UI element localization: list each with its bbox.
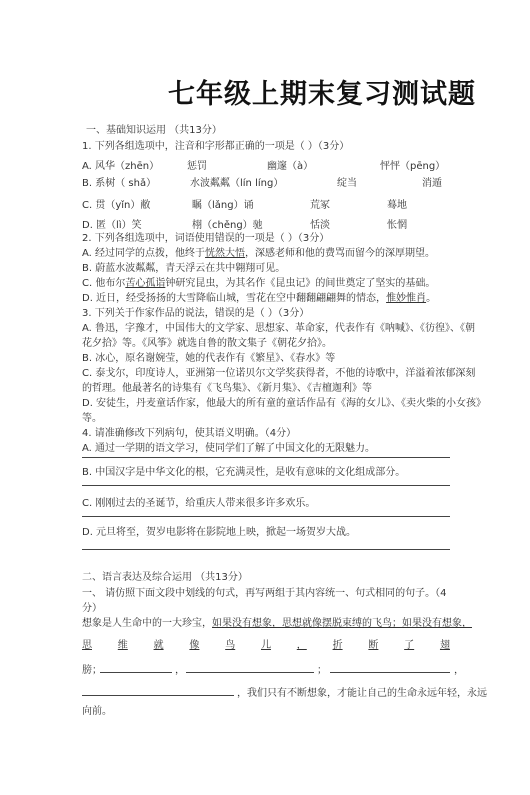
q3-option-d-line1: D. 安徒生，丹麦童话作家，他最大的所有童的童话作品有《海的女儿》、《卖火柴的小女孩》 bbox=[82, 398, 487, 409]
q2-a-pre: A. 经过同学的点拨，他终于 bbox=[82, 248, 206, 259]
q1-c-3: 荒冢 bbox=[310, 200, 330, 211]
q2-c-post: 钟研究昆虫，为其名作《昆虫记》的间世奠定了坚实的基础。 bbox=[165, 278, 436, 289]
s2-p2-char: 像 bbox=[189, 640, 200, 651]
s2-p2-char: 了 bbox=[404, 640, 415, 651]
s2-p3-mid1: ， bbox=[175, 665, 185, 676]
s2-p1-underline-2: 如果没有想象， bbox=[402, 618, 472, 629]
q2-c-pre: C. 他布尔 bbox=[82, 278, 126, 289]
q1-d-1: D. 匿（lì）笑 bbox=[82, 220, 142, 231]
q4-d-answer-line[interactable] bbox=[82, 549, 450, 550]
q2-option-a bbox=[82, 247, 435, 260]
s2-p1-underline-1: 如果没有想象，思想就像摆脱束缚的飞鸟； bbox=[212, 618, 402, 629]
q4-option-c: C. 刚刚过去的圣诞节，给重庆人带来很多许多欢乐。 bbox=[82, 498, 316, 509]
q3-stem: 3. 下列关于作家作品的说法，错误的是（ ）（3分） bbox=[82, 308, 310, 319]
q1-a-4: 怦怦（pēng） bbox=[380, 161, 446, 172]
s2-passage-line5: 向前。 bbox=[82, 706, 112, 717]
q2-option-b: B. 蔚蓝水波粼粼，青天浮云在共中翱翔可见。 bbox=[82, 263, 286, 274]
q2-a-post: ，深感老师和他的费骂而留今的深厚期望。 bbox=[245, 248, 436, 259]
q1-b-1: B. 系树（ shǎ） bbox=[82, 178, 157, 189]
s2-passage-line2 bbox=[82, 636, 450, 651]
q3-option-b: B. 冰心，原名谢婉莹，她的代表作有《繁星》、《春水》等 bbox=[82, 353, 336, 364]
s2-p2-char: 断 bbox=[368, 640, 379, 651]
section-2-heading: 二、语言表达及综合运用 （共13分） bbox=[82, 572, 248, 583]
s2-p2-char: 折 bbox=[332, 640, 343, 651]
q4-a-answer-line[interactable] bbox=[82, 457, 450, 458]
q4-option-d: D. 元旦将至，贺岁电影将在影院地上映，掀起一场贺岁大战。 bbox=[82, 527, 357, 538]
s2-fill-blank-4[interactable] bbox=[82, 695, 234, 696]
q1-c-1: C. 贯（yǐn）敝 bbox=[82, 200, 151, 211]
q2-a-underline: 恍然大悟 bbox=[205, 248, 246, 259]
s2-fill-blank-2[interactable] bbox=[186, 672, 314, 673]
q2-d-post: 。 bbox=[426, 293, 437, 304]
q1-b-3: 绽当 bbox=[337, 178, 357, 189]
section-1-heading: 一、基础知识运用 （共13分） bbox=[86, 125, 222, 136]
q2-d-underline: 惟妙惟肖 bbox=[386, 293, 427, 304]
s2-p2-char: 儿 bbox=[260, 640, 271, 651]
q2-c-underline: 苦心孤诣 bbox=[125, 278, 166, 289]
q2-option-c bbox=[82, 277, 435, 290]
q2-d-pre: D. 近日，经受扬扬的大雪降临山城，雪花在空中翻翻翩翩舞的情态， bbox=[82, 293, 387, 304]
page-title: 七年级上期末复习测试题 bbox=[168, 79, 476, 110]
q4-c-answer-line[interactable] bbox=[82, 516, 450, 517]
q1-c-4: 蓦地 bbox=[387, 200, 407, 211]
q3-option-d-line2: 等。 bbox=[82, 413, 102, 424]
q4-stem: 4. 请准确修改下列病句，使其语义明确。（4分） bbox=[82, 428, 297, 439]
q1-c-2: 瞩（lǎng）诵 bbox=[192, 200, 254, 211]
s2-p3-pre: 膀； bbox=[82, 665, 102, 676]
q1-d-2: 栩（chěng）驰 bbox=[192, 220, 263, 231]
s2-p2-char: 翅 bbox=[439, 640, 450, 651]
q4-b-answer-line[interactable] bbox=[82, 485, 450, 486]
q3-option-c-line2: 的哲理。他最著名的诗集有《飞鸟集》、《新月集》、《吉檀迦利》等 bbox=[82, 383, 372, 394]
s2-passage-line1 bbox=[82, 617, 472, 630]
q1-b-2: 水波粼粼（lín líng） bbox=[190, 178, 284, 189]
q3-option-c-line1: C. 泰戈尔，印度诗人，亚洲第一位诺贝尔文学奖获得者，不他的诗歌中，洋溢着浓郁深刻 bbox=[82, 368, 476, 379]
s2-p3-mid2: ； bbox=[317, 665, 327, 676]
q4-option-b: B. 中国汉字是中华文化的根，它充满灵性，是收有意味的文化组成部分。 bbox=[82, 467, 406, 478]
q2-stem: 2. 下列各组选项中，词语使用错误的一项是（ ）（3分） bbox=[82, 233, 330, 244]
q1-a-1: A. 风华（zhēn） bbox=[82, 161, 160, 172]
s2-p1-pre: 想象是人生命中的一大珍宝， bbox=[82, 618, 212, 629]
q1-a-2: 惩罚 bbox=[187, 161, 207, 172]
s2-q1-stem-line2: 分） bbox=[82, 603, 102, 614]
s2-p3-end: ， bbox=[454, 665, 464, 676]
s2-p2-char: 鸟 bbox=[225, 640, 236, 651]
q1-b-4: 消遁 bbox=[422, 178, 442, 189]
q3-option-a-line1: A. 鲁迅，字豫才，中国伟大的文学家、思想家、革命家，代表作有《呐喊》、《彷徨》、《朝 bbox=[82, 323, 476, 334]
q4-option-a: A. 通过一学期的语文学习，使同学们了解了中国文化的无限魅力。 bbox=[82, 443, 376, 454]
s2-p2-char: 思 bbox=[82, 640, 92, 651]
q2-option-d bbox=[82, 292, 436, 305]
s2-fill-blank-1[interactable] bbox=[100, 672, 172, 673]
s2-p2-char: ， bbox=[296, 640, 307, 651]
s2-p2-char: 维 bbox=[117, 640, 128, 651]
s2-fill-blank-3[interactable] bbox=[330, 672, 450, 673]
q1-d-3: 恬淡 bbox=[310, 220, 330, 231]
s2-q1-stem-line1: 一、 请仿照下面文段中划线的句式，再写两组于其内容统一、句式相同的句子。（4 bbox=[82, 588, 447, 599]
s2-p2-char: 就 bbox=[153, 640, 164, 651]
q1-d-4: 怅惘 bbox=[387, 220, 407, 231]
s2-p4-post: ，我们只有不断想象，才能让自己的生命永远年轻，永远 bbox=[237, 688, 487, 699]
q1-stem: 1. 下列各组选项中，注音和字形都正确的一项是（ ）（3分） bbox=[82, 141, 350, 152]
q3-option-a-line2: 花夕拾》等。《风筝》就选自鲁的散文集子《朝花夕拾》。 bbox=[82, 338, 332, 349]
q1-a-3: 幽邃（à） bbox=[267, 161, 314, 172]
